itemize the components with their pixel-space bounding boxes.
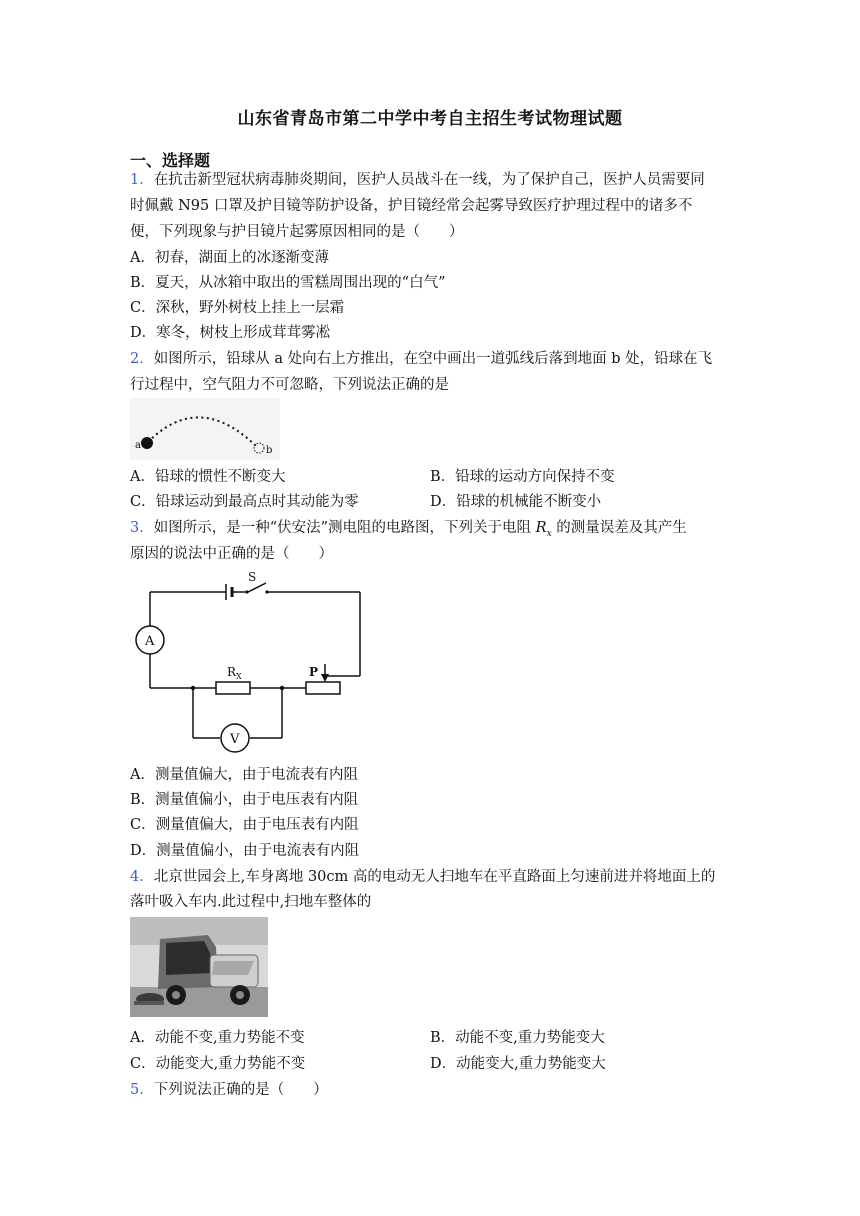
- q1-option-b: B．夏天，从冰箱中取出的雪糕周围出现的“白气”: [130, 275, 446, 291]
- junction-left: [191, 686, 195, 690]
- q1-option-c: C．深秋，野外树枝上挂上一层霜: [130, 300, 345, 316]
- section-heading: 一、选择题: [130, 151, 211, 170]
- label-a: a: [135, 440, 141, 451]
- switch-label: S: [248, 570, 257, 584]
- q2-line-1: 2．如图所示，铅球从 a 处向右上方推出，在空中画出一道弧线后落到地面 b 处，铅球在飞: [130, 351, 713, 367]
- ball-start: [141, 437, 153, 449]
- rheostat: [306, 682, 340, 694]
- junction-right: [280, 686, 284, 690]
- q3-option-a: A．测量值偏大，由于电流表有内阻: [130, 767, 358, 783]
- q4-number: 4．: [130, 869, 154, 885]
- q1-line-1: 1．在抗击新型冠状病毒肺炎期间，医护人员战斗在一线，为了保护自己，医护人员需要同: [130, 172, 705, 188]
- slider-arrow: [321, 674, 329, 682]
- q4-option-c: C．动能变大,重力势能不变: [130, 1056, 306, 1072]
- q4-option-b: B．动能不变,重力势能变大: [430, 1030, 605, 1046]
- q2-line-2: 行过程中，空气阻力不可忽略，下列说法正确的是: [130, 377, 449, 393]
- q3-line-2: 原因的说法中正确的是（ ）: [130, 546, 333, 562]
- q2-option-b: B．铅球的运动方向保持不变: [430, 469, 615, 485]
- switch-pivot: [245, 590, 248, 593]
- q3-number: 3．: [130, 520, 154, 536]
- q3-option-d: D．测量值偏小，由于电流表有内阻: [130, 843, 360, 859]
- switch-contact: [265, 590, 268, 593]
- q5-line-1: 5．下列说法正确的是（ ）: [130, 1082, 328, 1098]
- q1-line-3: 便，下列现象与护目镜片起雾原因相同的是（ ）: [130, 224, 464, 240]
- q1-number: 1．: [130, 172, 154, 188]
- shot-put-figure: [130, 398, 280, 460]
- resistor-rx: [216, 682, 250, 694]
- q3-option-c: C．测量值偏大，由于电压表有内阻: [130, 817, 359, 833]
- page-title: 山东省青岛市第二中学中考自主招生考试物理试题: [237, 109, 623, 129]
- sweeper-photo: [130, 917, 268, 1017]
- q3-option-b: B．测量值偏小，由于电压表有内阻: [130, 792, 359, 808]
- q4-line-2: 落叶吸入车内.此过程中,扫地车整体的: [130, 894, 372, 910]
- figure-background: [130, 398, 280, 460]
- ammeter-label: A: [145, 634, 155, 649]
- circuit-diagram: [130, 568, 370, 758]
- q3-line-1: 3．如图所示，是一种“伏安法”测电阻的电路图，下列关于电阻 $R_x$ 的测量误差及其产生: [130, 520, 687, 539]
- label-b: b: [266, 445, 273, 456]
- q2-option-a: A．铅球的惯性不断变大: [130, 469, 286, 485]
- q4-option-d: D．动能变大,重力势能变大: [430, 1056, 606, 1072]
- q2-option-d: D．铅球的机械能不断变小: [430, 494, 602, 510]
- q4-line-1: 4．北京世园会上,车身离地 30cm 高的电动无人扫地车在平直路面上匀速前进并将地面上的: [130, 869, 716, 885]
- q1-option-d: D．寒冬，树枝上形成茸茸雾凇: [130, 325, 331, 341]
- q1-line-2: 时佩戴 N95 口罩及护目镜等防护设备，护目镜经常会起雾导致医疗护理过程中的诸多不: [130, 198, 693, 214]
- resistor-symbol: R: [535, 520, 547, 536]
- q2-number: 2．: [130, 351, 154, 367]
- q4-option-a: A．动能不变,重力势能不变: [130, 1030, 305, 1046]
- q5-number: 5．: [130, 1082, 154, 1098]
- resistor-label: $R_X$: [227, 665, 242, 681]
- circuit-wires: [150, 583, 360, 738]
- q2-option-c: C．铅球运动到最高点时其动能为零: [130, 494, 359, 510]
- voltmeter-label: V: [230, 732, 240, 747]
- q1-option-a: A．初春，湖面上的冰逐渐变薄: [130, 250, 329, 266]
- slider-label: P: [309, 665, 319, 679]
